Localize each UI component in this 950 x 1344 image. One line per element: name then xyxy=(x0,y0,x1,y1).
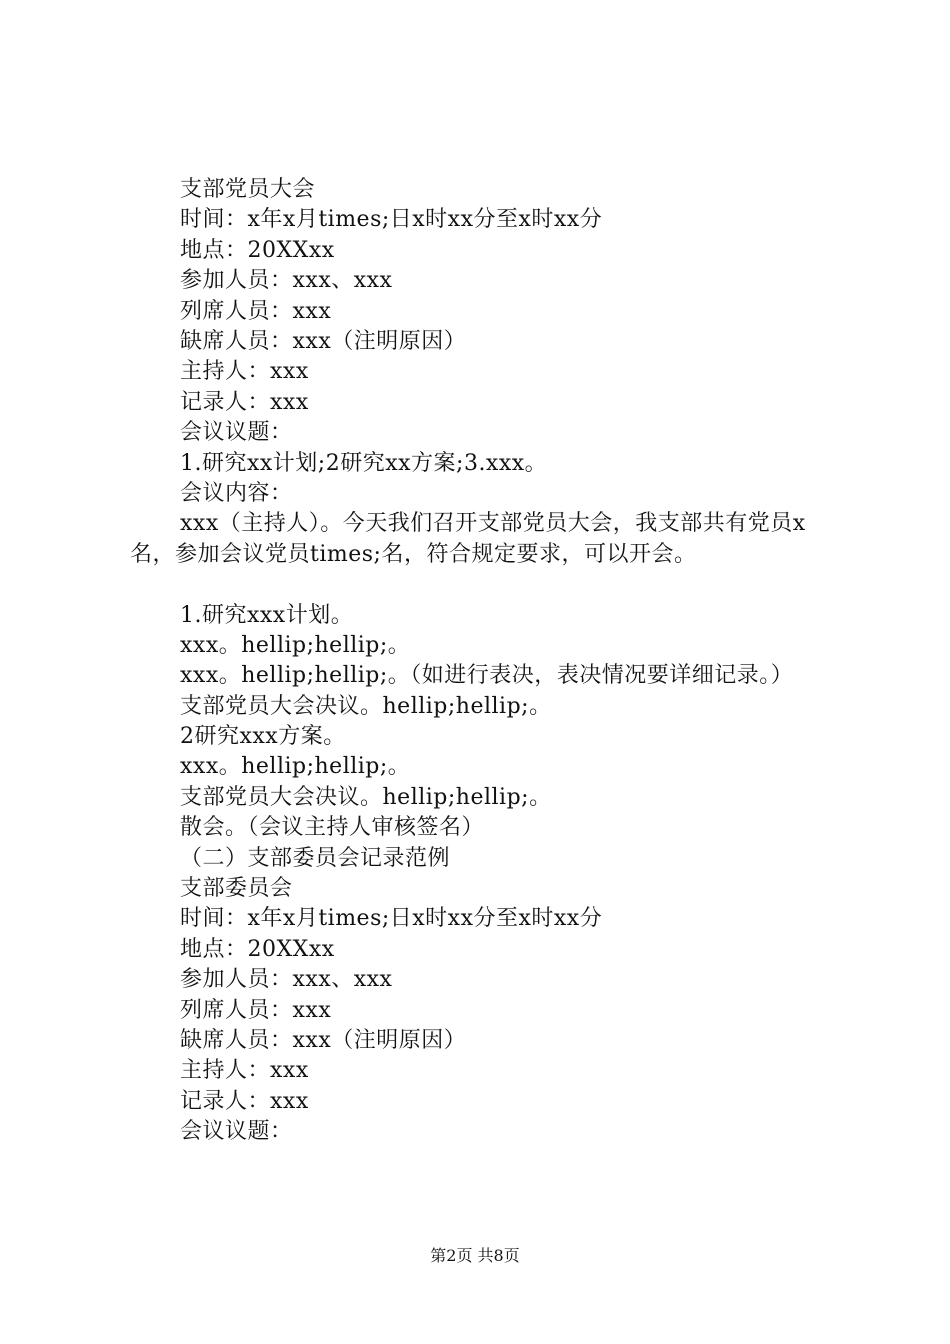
item-1-detail: xxx。hellip;hellip;。 xyxy=(180,632,411,658)
committee-host: 主持人：xxx xyxy=(180,1058,309,1084)
document-body xyxy=(130,175,850,1148)
agenda-items: 1.研究xx计划;2研究xx方案;3.xxx。 xyxy=(180,450,548,476)
section-heading: （二）支部委员会记录范例 xyxy=(180,845,451,871)
committee-time: 时间：x年x月times;日x时xx分至x时xx分 xyxy=(180,906,603,932)
item-1-heading: 1.研究xxx计划。 xyxy=(180,602,354,628)
committee-location: 地点：20XXxx xyxy=(180,936,335,962)
recorder: 记录人：xxx xyxy=(180,389,309,415)
opening-paragraph: xxx（主持人）。今天我们召开支部党员大会，我支部共有党员x名，参加会议党员times;名，符合规定要求，可以开会。 xyxy=(130,511,806,567)
committee-recorder: 记录人：xxx xyxy=(180,1088,309,1114)
content-heading: 会议内容： xyxy=(180,480,293,506)
meeting-location: 地点：20XXxx xyxy=(180,237,335,263)
item-1-resolution: 支部党员大会决议。hellip;hellip;。 xyxy=(180,693,552,719)
item-1-vote-note: xxx。hellip;hellip;。（如进行表决，表决情况要详细记录。） xyxy=(180,663,794,689)
blank-line xyxy=(130,570,850,600)
agenda-heading: 会议议题： xyxy=(180,420,293,446)
committee-title: 支部委员会 xyxy=(180,876,293,902)
committee-agenda-heading: 会议议题： xyxy=(180,1119,293,1145)
committee-observers: 列席人员：xxx xyxy=(180,997,332,1023)
item-2-resolution: 支部党员大会决议。hellip;hellip;。 xyxy=(180,784,552,810)
page-footer: 第2页 共8页 xyxy=(430,1246,520,1265)
attendees: 参加人员：xxx、xxx xyxy=(180,268,393,294)
item-2-heading: 2研究xxx方案。 xyxy=(180,724,346,750)
committee-absentees: 缺席人员：xxx（注明原因） xyxy=(180,1027,467,1053)
item-2-detail: xxx。hellip;hellip;。 xyxy=(180,754,411,780)
committee-attendees: 参加人员：xxx、xxx xyxy=(180,967,393,993)
absentees: 缺席人员：xxx（注明原因） xyxy=(180,328,467,354)
meeting-time: 时间：x年x月times;日x时xx分至x时xx分 xyxy=(180,207,603,233)
host: 主持人：xxx xyxy=(180,359,309,385)
adjourn-line: 散会。（会议主持人审核签名） xyxy=(180,815,485,841)
observers: 列席人员：xxx xyxy=(180,298,332,324)
meeting-title: 支部党员大会 xyxy=(180,177,316,202)
